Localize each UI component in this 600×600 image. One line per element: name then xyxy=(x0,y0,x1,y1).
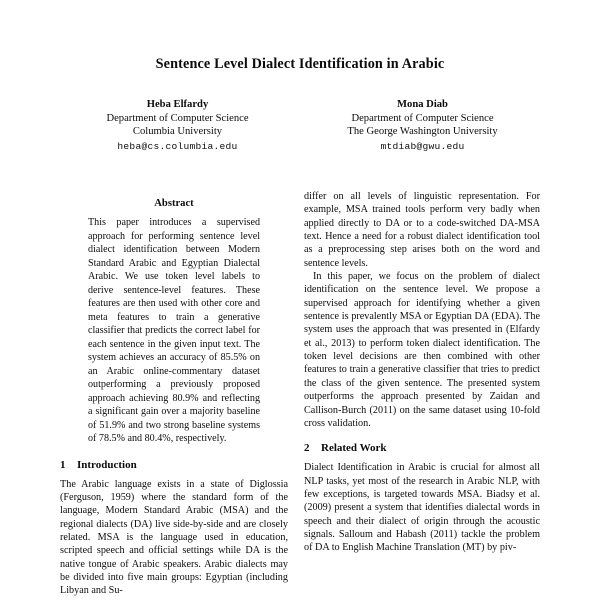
author-entry-2 xyxy=(300,98,545,154)
intro-continuation-paragraph-1: differ on all levels of linguistic representation. For example, MSA trained tools perform very badly when applied directly to DA or to a code-switched DA-MSA text. Hence a need for a robust dialect identification tool as a preprocessing step arises both on the word and sentence levels. xyxy=(304,191,540,269)
left-column xyxy=(60,190,288,598)
section-heading-related-work xyxy=(304,442,540,455)
author-department: Department of Computer Science xyxy=(351,112,494,124)
abstract-text: This paper introduces a supervised approach for performing sentence level dialect identification between Modern Standard Arabic and Egyptian Dialectal Arabic. We use token level labels to derive sentence-level features. These features are then used with other core and meta features to train a generative classifier that predicts the correct label for each sentence in the given input text. The system achieves an accuracy of 85.5% on an Arabic online-commentary dataset outperforming a previously proposed approach achieving 80.9% and reflecting a significant gain over a majority baseline of 51.9% and two strong baseline systems of 78.5% and 80.4%, respectively. xyxy=(88,217,260,444)
author-entry-1 xyxy=(55,98,300,154)
right-column xyxy=(304,190,540,555)
related-work-paragraph: Dialect Identification in Arabic is crucial for almost all NLP tasks, yet most of the research in Arabic NLP, with few exceptions, is targeted towards MSA. Biadsy et al. (2009) present a system that identifies dialectal words in speech and their dialect of origin through the acoustic signals. Salloum and Habash (2011) tackle the problem of DA to English Machine Translation (MT) by piv- xyxy=(304,462,540,554)
introduction-paragraph: The Arabic language exists in a state of Diglossia (Ferguson, 1959) where the standard form of the language, Modern Standard Arabic (MSA) and the regional dialects (DA) live side-by-side and are closely related. MSA is the language used in education, scripted speech and official settings while DA is the native tongue of Arabic speakers. Arabic dialects may be divided into five main groups: Egyptian (including Libyan and Su- xyxy=(60,478,288,597)
section-number: 2 xyxy=(304,442,310,455)
section-title: Related Work xyxy=(321,442,387,455)
section-heading-introduction xyxy=(60,459,288,472)
author-email[interactable]: heba@cs.columbia.edu xyxy=(117,141,238,153)
abstract-body xyxy=(60,216,288,446)
author-institution: The George Washington University xyxy=(347,126,498,138)
author-email[interactable]: mtdiab@gwu.edu xyxy=(380,141,465,153)
intro-continuation-paragraph-2: In this paper, we focus on the problem of dialect identification on the sentence level. We propose a supervised approach for identifying whether a given sentence is prevalently MSA or Egyptian DA (EDA). The system uses the approach that was presented in (Elfardy et al., 2013) to perform token dialect identification. The token level decisions are then combined with other features to train a generative classifier that tries to predict the class of the given sentence. The presented system outperforms the approach presented by Zaidan and Callison-Burch (2011) on the same dataset using 10-fold cross validation. xyxy=(304,271,540,429)
abstract-heading: Abstract xyxy=(154,198,194,209)
author-name: Mona Diab xyxy=(397,99,448,110)
author-block xyxy=(55,98,545,154)
author-department: Department of Computer Science xyxy=(106,112,249,124)
section-title: Introduction xyxy=(77,458,137,471)
author-name: Heba Elfardy xyxy=(146,99,209,110)
section-number: 1 xyxy=(60,458,66,471)
page-title: Sentence Level Dialect Identification in Arabic xyxy=(155,56,445,72)
author-institution: Columbia University xyxy=(132,126,223,138)
